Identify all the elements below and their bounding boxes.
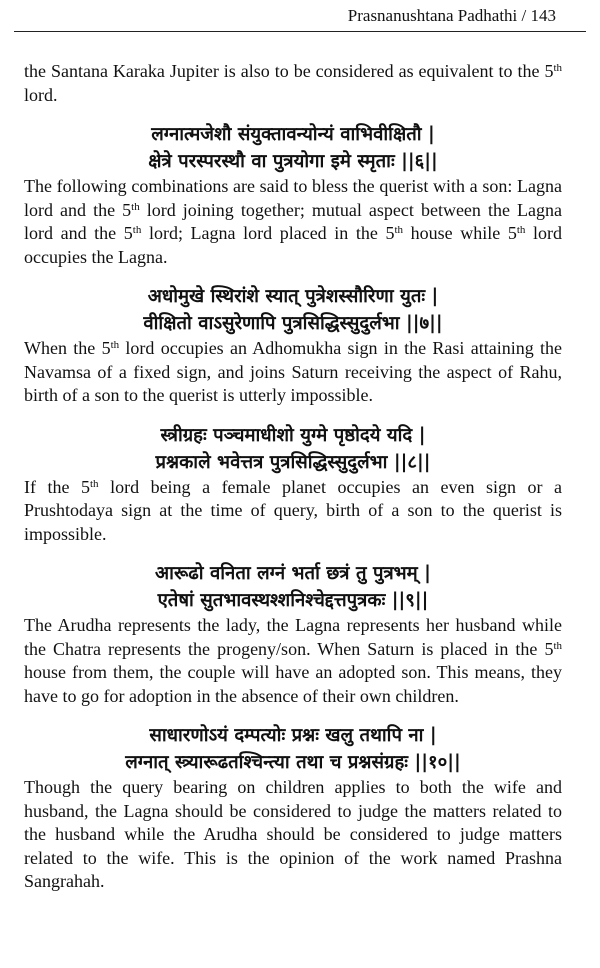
paragraph-4: The Arudha represents the lady, the Lagna represents her husband while the Chatra represents the progeny/son. When Saturn is placed in the 5th house from them, the couple will have an adopted son. This means, they have to go for adoption in the absence of their own children. [24, 615, 562, 706]
verse-9 [24, 560, 562, 614]
ordinal-suffix: th [110, 339, 120, 351]
verse-line: स्त्रीग्रहः पञ्चमाधीशो युग्मे पृष्ठोदये यदि | [160, 424, 426, 446]
header-rule [14, 31, 586, 32]
verse-line: साधारणोऽयं दम्पत्योः प्रश्नः खलु तथापि ना | [149, 725, 437, 746]
paragraph-0: the Santana Karaka Jupiter is also to be considered as equivalent to the 5th lord. [24, 61, 562, 105]
ordinal-suffix: th [394, 224, 404, 236]
paragraph-1: The following combinations are said to bless the querist with a son: Lagna lord and the 5th lord joining together; mutual aspect between the Lagna lord and the 5th lord; Lagna lord placed in the 5th house while 5th lord occupies the Lagna. [24, 176, 563, 267]
verse-7 [24, 283, 562, 337]
paragraph-3: If the 5th lord being a female planet occupies an even sign or a Prushtodaya sign at the time of query, birth of a son to the querist is impossible. [24, 476, 562, 544]
ordinal-suffix: th [90, 477, 99, 490]
verse-line: लग्नात्मजेशौ संयुक्तावन्योन्यं वाभिवीक्षितौ | [151, 124, 435, 145]
ordinal-suffix: th [516, 224, 526, 236]
ordinal-suffix: th [131, 200, 140, 213]
ordinal-suffix: th [553, 639, 562, 652]
verse-line: क्षेत्रे परस्परस्थौ वा पुत्रयोगा इमे स्मृताः ||६|| [148, 151, 438, 172]
verse-6 [24, 121, 562, 175]
verse-line: अधोमुखे स्थिरांशे स्यात् पुत्रेशस्सौरिणा युतः | [147, 286, 439, 307]
paragraph-2: When the 5th lord occupies an Adhomukha sign in the Rasi attaining the Navamsa of a fixed sign, and joins Saturn receiving the aspect of Rahu, birth of a son to the querist is utterly impossible. [24, 338, 562, 405]
verse-10 [24, 722, 562, 776]
verse-line: प्रश्नकाले भवेत्तत्र पुत्रसिद्धिस्सुदुर्लभा ||८|| [155, 451, 431, 473]
paragraph-5: Though the query bearing on children applies to both the wife and husband, the Lagna should be considered to judge the matters related to the husband while the Arudha should be considered to judge matters related to the wife. This is the opinion of the work named Prashna Sangrahah. [24, 777, 562, 891]
verse-line: आरूढो वनिता लग्नं भर्ता छत्रं तु पुत्रभम् | [155, 563, 431, 584]
ordinal-suffix: th [132, 224, 142, 236]
verse-line: लग्नात् स्त्र्यारूढतश्चिन्त्या तथा च प्रश्नसंग्रहः ||१०|| [125, 752, 461, 773]
verse-8 [24, 422, 562, 476]
page-body [24, 60, 562, 894]
running-header: Prasnanushtana Padhathi / 143 [347, 6, 556, 25]
ordinal-suffix: th [553, 62, 562, 74]
verse-line: एतेषां सुतभावस्थश्शनिश्चेद्दत्तपुत्रकः ||९|| [157, 590, 429, 611]
verse-line: वीक्षितो वाऽसुरेणापि पुत्रसिद्धिस्सुदुर्लभा ||७|| [143, 313, 443, 334]
